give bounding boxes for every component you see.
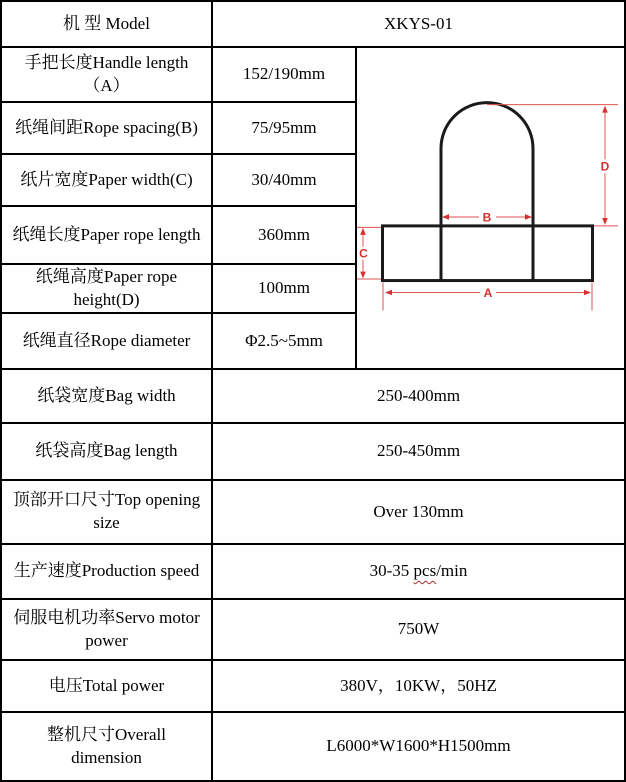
bag-diagram: [357, 48, 624, 368]
model-label: 机 型 Model: [63, 13, 150, 33]
dim-a-arrow-left: [385, 290, 392, 296]
servo-power-value-cell: [213, 600, 624, 661]
overall-dimension-label: 整机尺寸Overall dimension: [47, 724, 166, 767]
bag-width-label: 纸袋宽度Bag width: [37, 385, 176, 405]
paper-rope-length-value: 360mm: [258, 224, 310, 244]
handle-length-value-cell: [213, 48, 357, 103]
model-value-cell: [213, 2, 624, 48]
top-opening-value-cell: [213, 481, 624, 545]
bag-diagram-cell: [357, 48, 624, 370]
bag-width-value-cell: [213, 370, 624, 424]
bag-length-label: 纸袋高度Bag length: [35, 441, 178, 461]
bag-length-label-cell: [2, 424, 213, 481]
dim-b-arrow-right: [525, 214, 532, 220]
dim-b-label: B: [482, 210, 492, 225]
handle-length-label-cell: [2, 48, 213, 103]
total-power-value: 380V，10KW，50HZ: [340, 675, 497, 695]
rope-spacing-value-cell: [213, 103, 357, 155]
dimension-label-backings: [357, 159, 613, 298]
dim-c-label: C: [359, 246, 368, 261]
production-speed-value-cell: [213, 545, 624, 600]
dim-c-arrow-top: [360, 228, 366, 235]
rope-spacing-label: 纸绳间距Rope spacing(B): [15, 117, 198, 137]
dim-d-arrow-bottom: [602, 218, 608, 225]
dimension-labels: [359, 160, 610, 300]
production-speed-value: 30-35 pcs/min: [369, 561, 468, 581]
dim-a-arrow-right: [584, 290, 591, 296]
dim-d-arrow-top: [602, 106, 608, 113]
bag-width-label-cell: [2, 370, 213, 424]
servo-power-value: 750W: [397, 619, 440, 639]
rope-spacing-label-cell: [2, 103, 213, 155]
servo-power-label-cell: [2, 600, 213, 661]
bag-length-value: 250-450mm: [376, 441, 461, 461]
paper-width-value: 30/40mm: [251, 169, 317, 189]
top-opening-label: 顶部开口尺寸Top opening size: [12, 490, 201, 532]
bag-length-value-cell: [213, 424, 624, 481]
handle-arch: [441, 103, 533, 226]
production-speed-label-cell: [2, 545, 213, 600]
paper-rope-height-value-cell: [213, 265, 357, 314]
bag-outline: [383, 103, 593, 281]
dimension-arrows: [360, 106, 608, 296]
model-label-cell: [2, 2, 213, 48]
top-opening-value: Over 130mm: [373, 501, 464, 521]
dim-d-label: D: [600, 159, 610, 174]
handle-length-value: 152/190mm: [242, 64, 326, 84]
bag-width-value: 250-400mm: [376, 385, 461, 405]
paper-rope-height-value: 100mm: [258, 278, 310, 298]
servo-power-label: 伺服电机功率Servo motor power: [13, 607, 200, 650]
rope-diameter-label: 纸绳直径Rope diameter: [22, 330, 191, 350]
paper-width-label-cell: [2, 155, 213, 207]
model-value: XKYS-01: [384, 13, 453, 33]
handle-length-label: 手把长度Handle length（A）: [24, 52, 189, 95]
overall-dimension-value-cell: [213, 713, 624, 780]
dim-b-arrow-left: [442, 214, 449, 220]
total-power-label: 电压Total power: [48, 675, 165, 695]
paper-rope-length-value-cell: [213, 207, 357, 265]
dim-a-label: A: [483, 285, 493, 300]
total-power-value-cell: [213, 661, 624, 713]
rope-diameter-value: Φ2.5~5mm: [245, 330, 323, 350]
overall-dimension-label-cell: [2, 713, 213, 780]
bag-body-rect: [383, 226, 593, 281]
rope-diameter-value-cell: [213, 314, 357, 370]
dim-c-arrow-bottom: [360, 272, 366, 279]
paper-width-label: 纸片宽度Paper width(C): [20, 169, 193, 189]
paper-rope-length-label: 纸绳长度Paper rope length: [12, 224, 201, 244]
paper-rope-height-label: 纸绳高度Paper rope height(D): [35, 266, 178, 309]
top-opening-label-cell: [2, 481, 213, 545]
misspelled-word: pcs: [413, 561, 437, 581]
production-speed-label: 生产速度Production speed: [13, 561, 200, 581]
paper-width-value-cell: [213, 155, 357, 207]
total-power-label-cell: [2, 661, 213, 713]
rope-spacing-value: 75/95mm: [251, 117, 317, 137]
overall-dimension-value: L6000*W1600*H1500mm: [326, 736, 511, 756]
paper-rope-length-label-cell: [2, 207, 213, 265]
paper-rope-height-label-cell: [2, 265, 213, 314]
rope-diameter-label-cell: [2, 314, 213, 370]
